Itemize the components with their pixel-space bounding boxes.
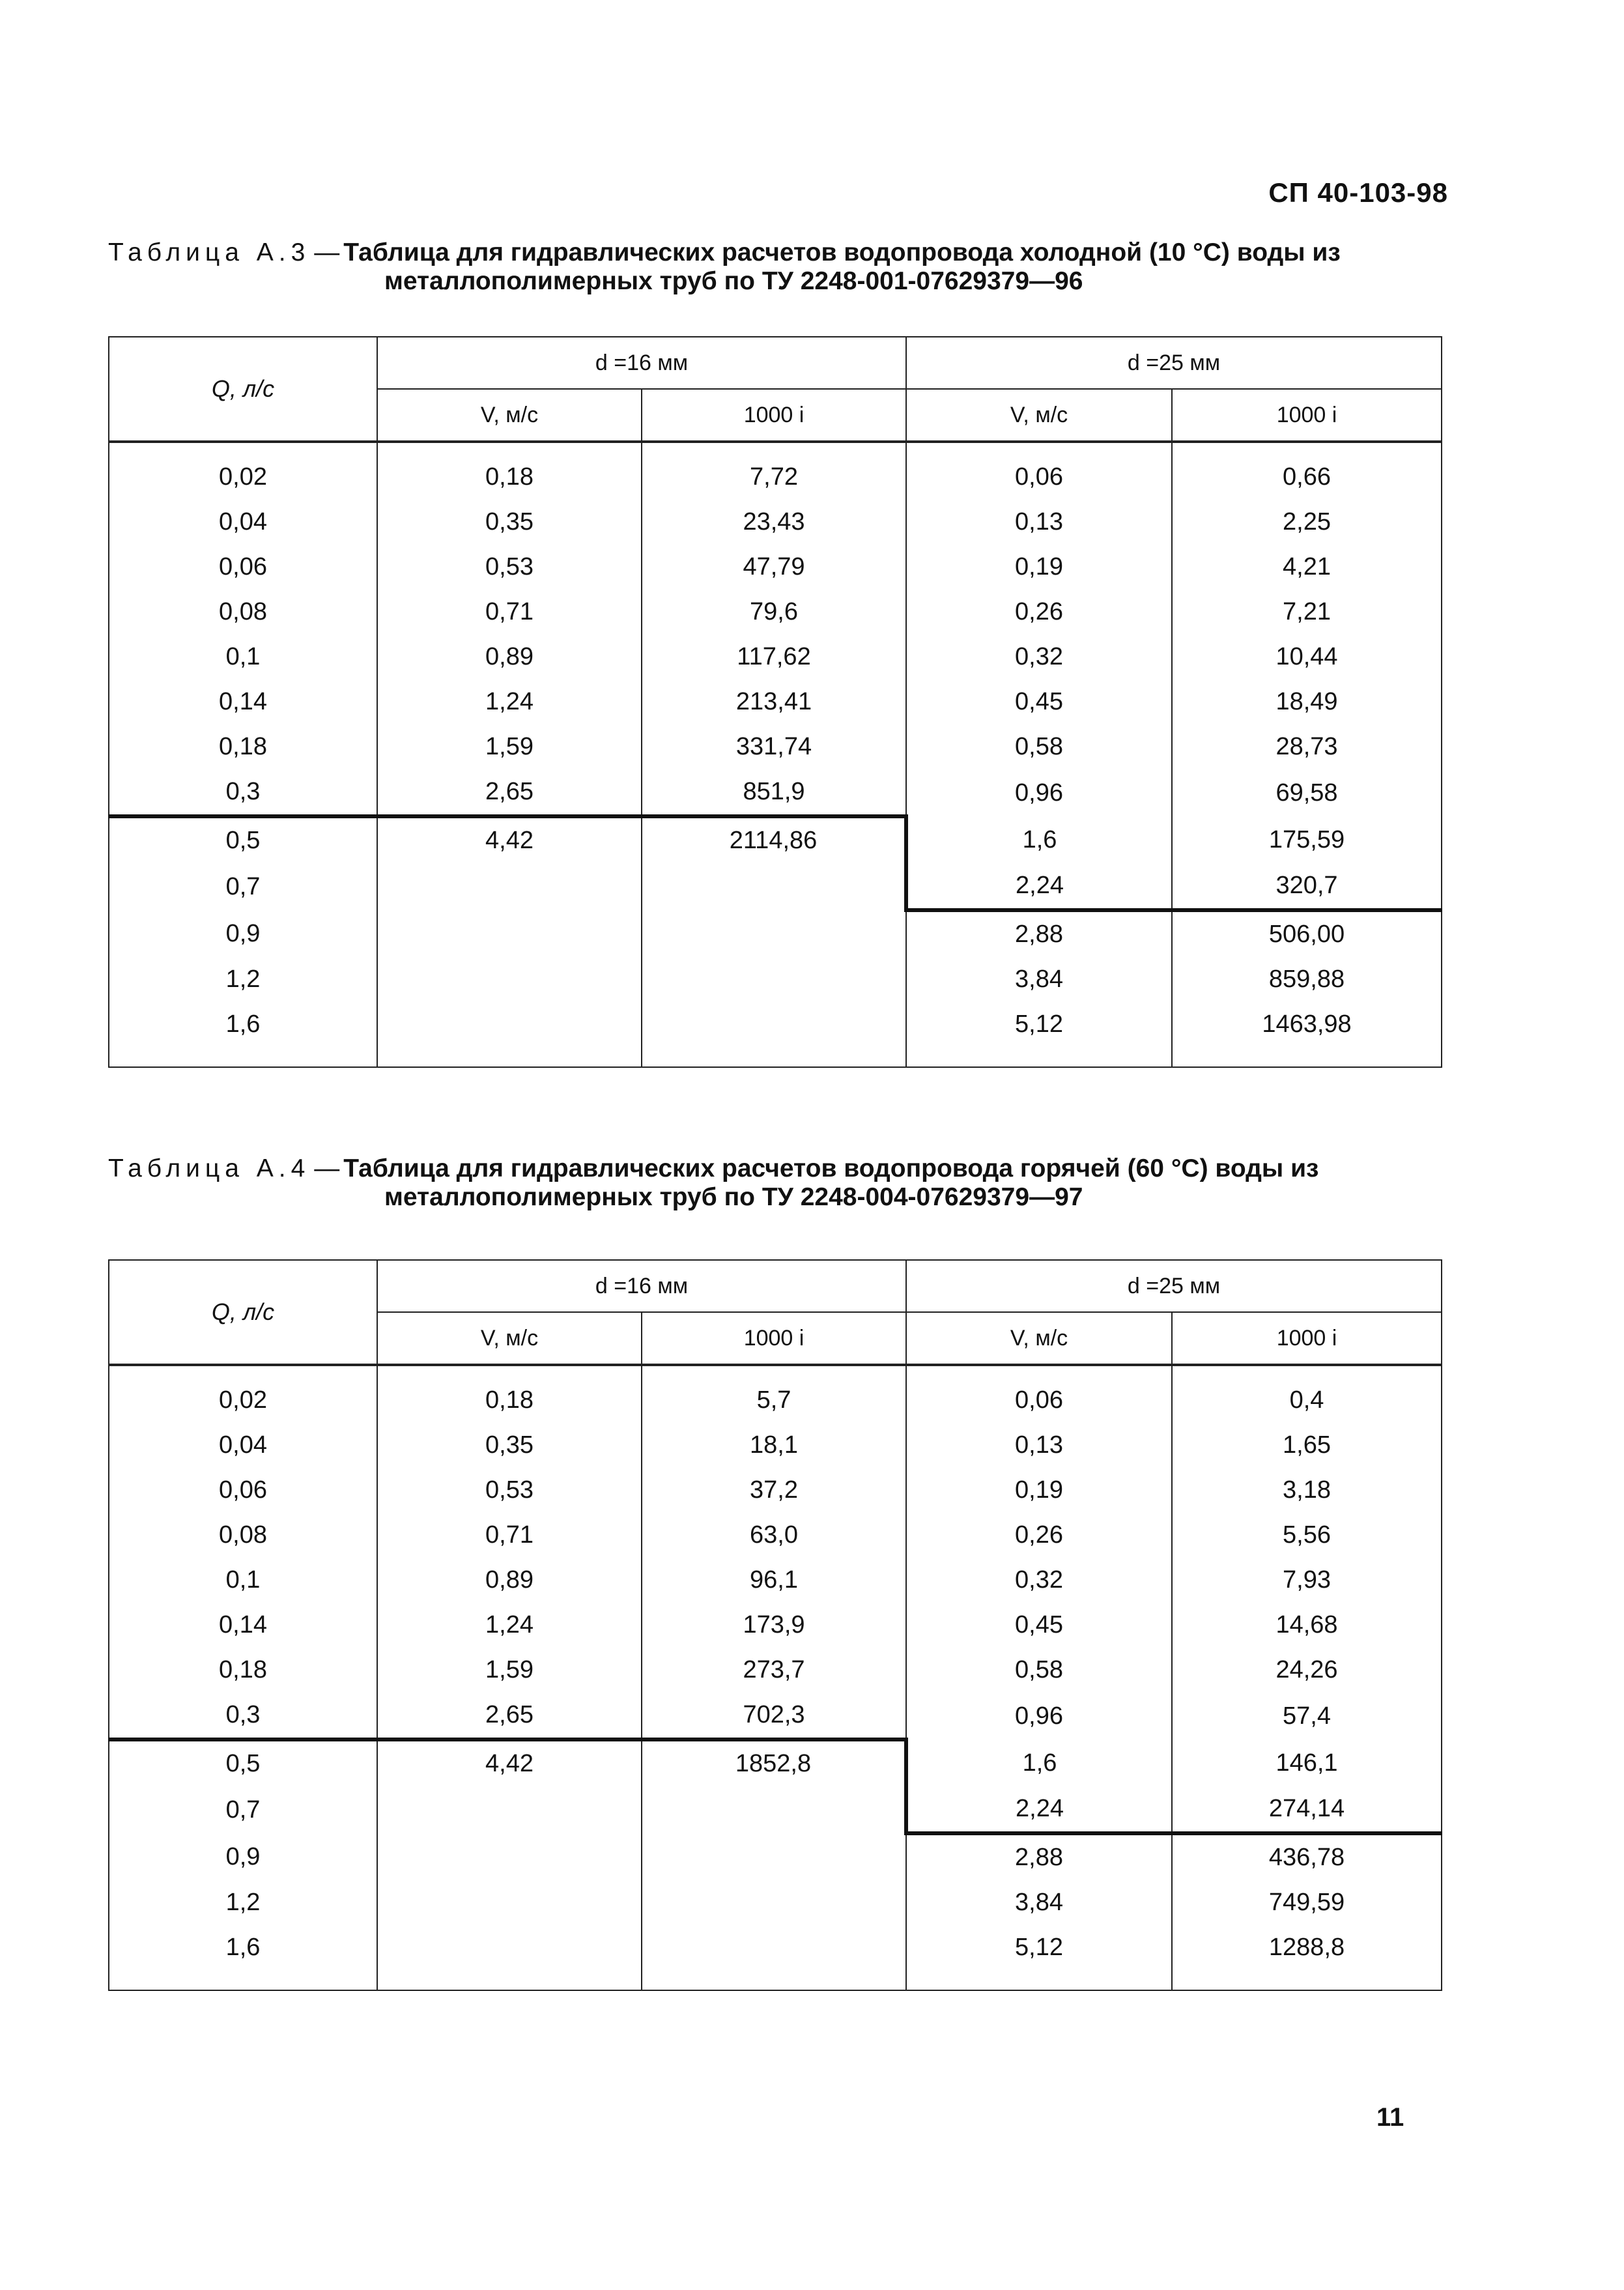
cell-velocity-d25: 0,58 <box>906 1648 1172 1693</box>
cell-head-loss-d16: 18,1 <box>642 1423 906 1468</box>
table-row <box>109 1833 1442 1880</box>
column-group-d25: d =25 мм <box>906 337 1442 389</box>
cell-head-loss-d25: 1288,8 <box>1172 1925 1442 1990</box>
cell-head-loss-d25: 749,59 <box>1172 1880 1442 1925</box>
cell-head-loss-d16: 851,9 <box>642 769 906 816</box>
cell-velocity-d16 <box>377 910 642 957</box>
cell-head-loss-d16 <box>642 910 906 957</box>
cell-velocity-d16: 4,42 <box>377 1739 642 1786</box>
cell-velocity-d16 <box>377 1833 642 1880</box>
cell-head-loss-d16: 63,0 <box>642 1513 906 1558</box>
column-header-velocity: V, м/с <box>377 389 642 442</box>
table-row <box>109 590 1442 635</box>
cell-velocity-d16: 0,71 <box>377 1513 642 1558</box>
cell-head-loss-d25: 146,1 <box>1172 1739 1442 1786</box>
table-a3-title-line2: металлополимерных труб по ТУ 2248-001-07629379—96 <box>384 267 1083 295</box>
cell-head-loss-d25: 18,49 <box>1172 680 1442 724</box>
cell-flow: 0,7 <box>109 863 377 910</box>
cell-flow: 0,7 <box>109 1786 377 1833</box>
cell-head-loss-d25: 3,18 <box>1172 1468 1442 1513</box>
document-code: СП 40-103-98 <box>1268 177 1448 208</box>
column-group-d16: d =16 мм <box>377 337 906 389</box>
table-row <box>109 1513 1442 1558</box>
cell-velocity-d25: 0,13 <box>906 500 1172 545</box>
cell-velocity-d16: 0,35 <box>377 500 642 545</box>
cell-velocity-d25: 5,12 <box>906 1002 1172 1067</box>
cell-velocity-d16: 0,53 <box>377 1468 642 1513</box>
cell-velocity-d25: 0,06 <box>906 1365 1172 1423</box>
cell-head-loss-d16: 702,3 <box>642 1693 906 1739</box>
cell-head-loss-d16: 273,7 <box>642 1648 906 1693</box>
cell-flow: 0,14 <box>109 680 377 724</box>
table-a4-number: Таблица А.4 <box>108 1154 311 1182</box>
cell-flow: 1,6 <box>109 1002 377 1067</box>
table-row <box>109 1880 1442 1925</box>
column-header-velocity: V, м/с <box>377 1312 642 1365</box>
column-header-head-loss: 1000 i <box>1172 1312 1442 1365</box>
cell-head-loss-d16: 79,6 <box>642 590 906 635</box>
cell-head-loss-d16: 96,1 <box>642 1558 906 1603</box>
cell-head-loss-d16 <box>642 1880 906 1925</box>
column-header-head-loss: 1000 i <box>1172 389 1442 442</box>
column-group-d25: d =25 мм <box>906 1260 1442 1312</box>
cell-velocity-d25: 3,84 <box>906 1880 1172 1925</box>
table-a3 <box>108 336 1442 1068</box>
table-row <box>109 1002 1442 1067</box>
table-row <box>109 957 1442 1002</box>
table-row <box>109 545 1442 590</box>
cell-velocity-d16: 4,42 <box>377 816 642 863</box>
cell-velocity-d16 <box>377 863 642 910</box>
cell-head-loss-d25: 0,4 <box>1172 1365 1442 1423</box>
cell-flow: 1,2 <box>109 957 377 1002</box>
table-a4-title-line1: Таблица для гидравлических расчетов водопровода горячей (60 °С) воды из <box>343 1154 1319 1182</box>
cell-head-loss-d16 <box>642 863 906 910</box>
cell-head-loss-d16 <box>642 1786 906 1833</box>
cell-head-loss-d25: 274,14 <box>1172 1786 1442 1833</box>
cell-velocity-d25: 0,19 <box>906 1468 1172 1513</box>
table-row <box>109 863 1442 910</box>
cell-velocity-d25: 0,26 <box>906 590 1172 635</box>
cell-head-loss-d16 <box>642 1833 906 1880</box>
cell-head-loss-d25: 28,73 <box>1172 724 1442 769</box>
table-row <box>109 635 1442 680</box>
cell-velocity-d16: 0,89 <box>377 1558 642 1603</box>
cell-velocity-d16: 2,65 <box>377 769 642 816</box>
cell-flow: 0,04 <box>109 500 377 545</box>
caption-dash: — <box>314 1154 340 1182</box>
cell-velocity-d16 <box>377 1880 642 1925</box>
cell-head-loss-d25: 859,88 <box>1172 957 1442 1002</box>
cell-head-loss-d25: 7,21 <box>1172 590 1442 635</box>
cell-flow: 1,2 <box>109 1880 377 1925</box>
cell-head-loss-d16: 213,41 <box>642 680 906 724</box>
column-header-head-loss: 1000 i <box>642 389 906 442</box>
table-row <box>109 1648 1442 1693</box>
cell-velocity-d16: 1,59 <box>377 724 642 769</box>
cell-head-loss-d16: 23,43 <box>642 500 906 545</box>
cell-head-loss-d25: 24,26 <box>1172 1648 1442 1693</box>
cell-velocity-d16 <box>377 1925 642 1990</box>
cell-head-loss-d16: 47,79 <box>642 545 906 590</box>
cell-velocity-d25: 2,88 <box>906 1833 1172 1880</box>
column-header-head-loss: 1000 i <box>642 1312 906 1365</box>
table-row <box>109 1365 1442 1423</box>
cell-velocity-d16: 0,18 <box>377 1365 642 1423</box>
cell-flow: 0,04 <box>109 1423 377 1468</box>
cell-head-loss-d25: 4,21 <box>1172 545 1442 590</box>
cell-head-loss-d25: 7,93 <box>1172 1558 1442 1603</box>
cell-velocity-d16: 1,24 <box>377 680 642 724</box>
cell-flow: 0,9 <box>109 910 377 957</box>
cell-flow: 0,06 <box>109 1468 377 1513</box>
cell-velocity-d16 <box>377 1002 642 1067</box>
cell-velocity-d25: 0,13 <box>906 1423 1172 1468</box>
table-row <box>109 910 1442 957</box>
table-row <box>109 1925 1442 1990</box>
cell-head-loss-d25: 57,4 <box>1172 1693 1442 1739</box>
cell-flow: 0,3 <box>109 1693 377 1739</box>
cell-head-loss-d16: 7,72 <box>642 442 906 500</box>
column-group-d16: d =16 мм <box>377 1260 906 1312</box>
cell-head-loss-d16 <box>642 957 906 1002</box>
table-row <box>109 769 1442 816</box>
cell-head-loss-d25: 506,00 <box>1172 910 1442 957</box>
cell-head-loss-d25: 175,59 <box>1172 816 1442 863</box>
cell-velocity-d25: 2,24 <box>906 1786 1172 1833</box>
cell-velocity-d25: 0,45 <box>906 1603 1172 1648</box>
table-a3-title-line1: Таблица для гидравлических расчетов водопровода холодной (10 °С) воды из <box>343 238 1341 266</box>
table-a4-title-line2: металлополимерных труб по ТУ 2248-004-07629379—97 <box>384 1183 1083 1211</box>
cell-flow: 0,18 <box>109 724 377 769</box>
cell-head-loss-d16 <box>642 1002 906 1067</box>
table-row <box>109 816 1442 863</box>
cell-head-loss-d16: 37,2 <box>642 1468 906 1513</box>
cell-velocity-d25: 1,6 <box>906 816 1172 863</box>
cell-flow: 0,3 <box>109 769 377 816</box>
cell-head-loss-d16: 2114,86 <box>642 816 906 863</box>
cell-head-loss-d25: 1,65 <box>1172 1423 1442 1468</box>
table-row <box>109 1739 1442 1786</box>
cell-velocity-d25: 5,12 <box>906 1925 1172 1990</box>
table-row <box>109 680 1442 724</box>
table-row <box>109 724 1442 769</box>
cell-velocity-d16: 1,24 <box>377 1603 642 1648</box>
table-row <box>109 442 1442 500</box>
column-header-flow: Q, л/с <box>109 1260 377 1365</box>
cell-head-loss-d25: 69,58 <box>1172 769 1442 816</box>
cell-flow: 0,02 <box>109 1365 377 1423</box>
column-header-flow: Q, л/с <box>109 337 377 442</box>
cell-flow: 0,08 <box>109 1513 377 1558</box>
cell-velocity-d25: 2,24 <box>906 863 1172 910</box>
table-row <box>109 1558 1442 1603</box>
cell-head-loss-d25: 14,68 <box>1172 1603 1442 1648</box>
cell-head-loss-d16 <box>642 1925 906 1990</box>
table-row <box>109 1468 1442 1513</box>
cell-velocity-d16: 0,18 <box>377 442 642 500</box>
cell-head-loss-d25: 5,56 <box>1172 1513 1442 1558</box>
cell-head-loss-d25: 320,7 <box>1172 863 1442 910</box>
table-row <box>109 1423 1442 1468</box>
cell-flow: 0,06 <box>109 545 377 590</box>
table-a4 <box>108 1259 1442 1991</box>
cell-velocity-d16 <box>377 957 642 1002</box>
column-header-velocity: V, м/с <box>906 389 1172 442</box>
cell-head-loss-d16: 1852,8 <box>642 1739 906 1786</box>
cell-velocity-d25: 0,26 <box>906 1513 1172 1558</box>
table-row <box>109 1786 1442 1833</box>
cell-velocity-d25: 0,06 <box>906 442 1172 500</box>
cell-head-loss-d16: 5,7 <box>642 1365 906 1423</box>
cell-flow: 0,14 <box>109 1603 377 1648</box>
cell-head-loss-d25: 0,66 <box>1172 442 1442 500</box>
cell-flow: 0,5 <box>109 1739 377 1786</box>
cell-velocity-d16: 0,71 <box>377 590 642 635</box>
column-header-velocity: V, м/с <box>906 1312 1172 1365</box>
table-row <box>109 500 1442 545</box>
cell-velocity-d25: 0,19 <box>906 545 1172 590</box>
cell-head-loss-d25: 436,78 <box>1172 1833 1442 1880</box>
caption-dash: — <box>314 238 340 266</box>
cell-flow: 0,18 <box>109 1648 377 1693</box>
cell-velocity-d25: 0,45 <box>906 680 1172 724</box>
cell-flow: 0,02 <box>109 442 377 500</box>
cell-velocity-d16: 2,65 <box>377 1693 642 1739</box>
cell-flow: 0,08 <box>109 590 377 635</box>
cell-velocity-d25: 0,58 <box>906 724 1172 769</box>
cell-head-loss-d16: 117,62 <box>642 635 906 680</box>
cell-velocity-d16: 0,89 <box>377 635 642 680</box>
cell-flow: 0,1 <box>109 635 377 680</box>
cell-velocity-d25: 0,96 <box>906 1693 1172 1739</box>
cell-flow: 1,6 <box>109 1925 377 1990</box>
cell-flow: 0,5 <box>109 816 377 863</box>
table-a4-caption <box>108 1154 1444 1212</box>
cell-velocity-d16 <box>377 1786 642 1833</box>
cell-head-loss-d25: 1463,98 <box>1172 1002 1442 1067</box>
page-number: 11 <box>1376 2103 1404 2132</box>
table-row <box>109 1603 1442 1648</box>
cell-velocity-d16: 1,59 <box>377 1648 642 1693</box>
cell-velocity-d25: 0,96 <box>906 769 1172 816</box>
table-a3-number: Таблица А.3 <box>108 238 311 266</box>
cell-velocity-d25: 2,88 <box>906 910 1172 957</box>
cell-velocity-d25: 0,32 <box>906 635 1172 680</box>
cell-head-loss-d16: 173,9 <box>642 1603 906 1648</box>
cell-velocity-d25: 0,32 <box>906 1558 1172 1603</box>
cell-head-loss-d16: 331,74 <box>642 724 906 769</box>
cell-velocity-d16: 0,53 <box>377 545 642 590</box>
cell-head-loss-d25: 10,44 <box>1172 635 1442 680</box>
cell-flow: 0,9 <box>109 1833 377 1880</box>
cell-velocity-d25: 3,84 <box>906 957 1172 1002</box>
table-a3-caption <box>108 238 1444 296</box>
cell-velocity-d16: 0,35 <box>377 1423 642 1468</box>
cell-head-loss-d25: 2,25 <box>1172 500 1442 545</box>
cell-velocity-d25: 1,6 <box>906 1739 1172 1786</box>
table-row <box>109 1693 1442 1739</box>
cell-flow: 0,1 <box>109 1558 377 1603</box>
